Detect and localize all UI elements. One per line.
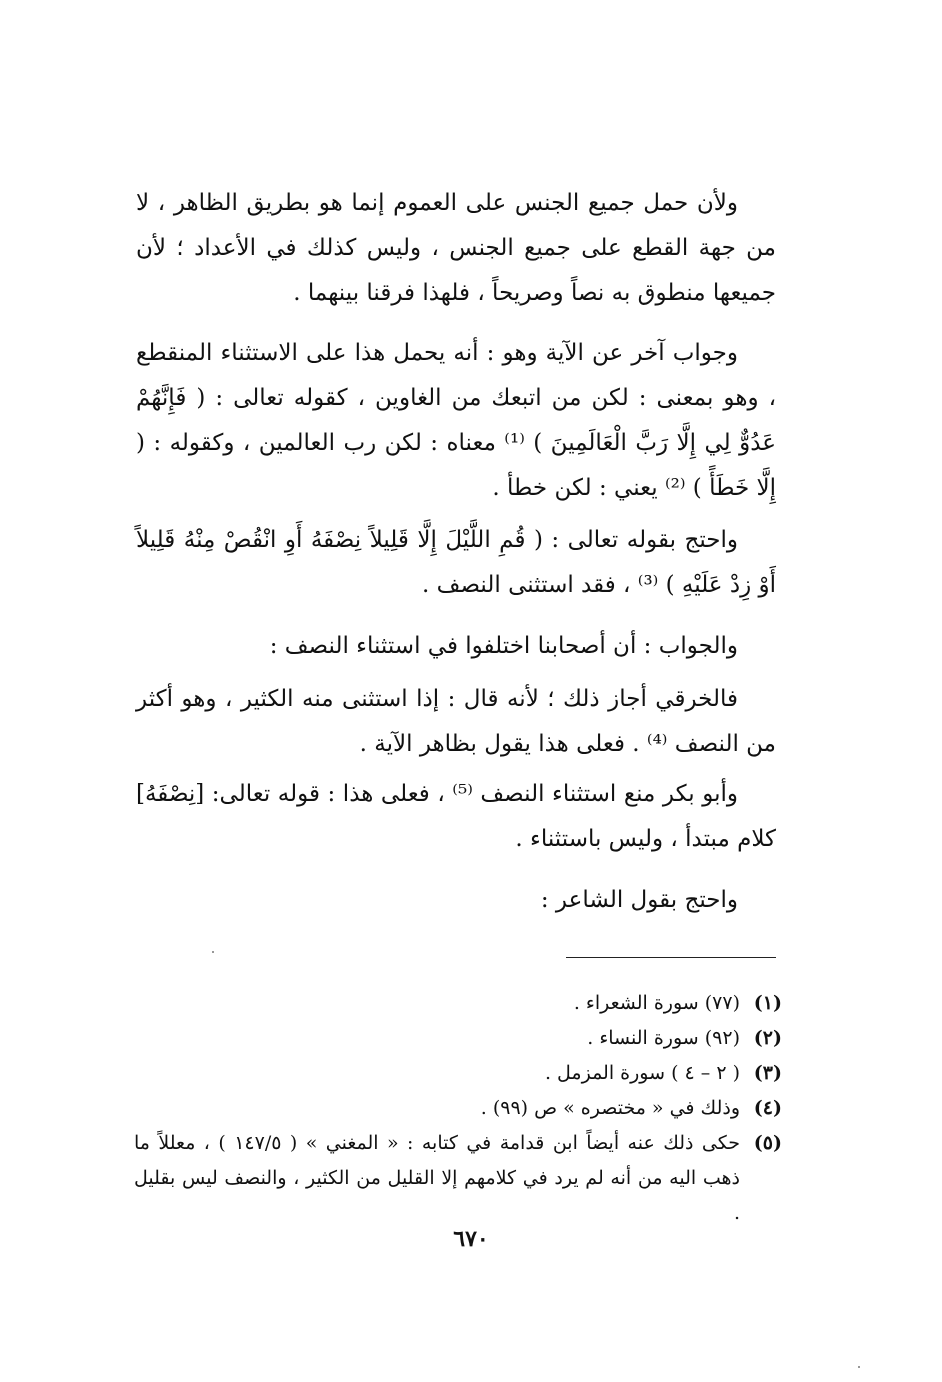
- paragraph-6-text: وأبو بكر منع استثناء النصف ⁽⁵⁾ ، فعلى هذا : قوله تعالى: [نِصْفَهُ] كلام مبتدأ ، وليس باستثناء .: [136, 781, 776, 852]
- paragraph-5-text: فالخرقي أجاز ذلك ؛ لأنه قال : إذا استثنى منه الكثير ، وهو أكثر من النصف ⁽⁴⁾ . فعلى هذا يقول بظاهر الآية .: [136, 686, 776, 757]
- footnote-item: [134, 1056, 782, 1091]
- footnote-item: [134, 1126, 782, 1231]
- paragraph-3-text: واحتج بقوله تعالى : ( قُمِ اللَّيْلَ إِلَّا قَلِيلاً نِصْفَهُ أَوِ انْقُصْ مِنْهُ قَلِيلاً أَوْ زِدْ عَلَيْهِ ) ⁽³⁾ ، فقد استثنى النصف .: [136, 527, 776, 598]
- paragraph-4: [136, 624, 776, 669]
- footnote-text: (٧٧) سورة الشعراء .: [573, 992, 740, 1014]
- paragraph-3: [136, 518, 776, 608]
- footnote-number: (٤): [753, 1097, 782, 1119]
- footnote-number: (٢): [753, 1027, 782, 1049]
- footnotes-list: [134, 986, 782, 1231]
- paragraph-6: [136, 772, 776, 862]
- footnote-item: [134, 1091, 782, 1126]
- footnote-text: (٩٢) سورة النساء .: [587, 1027, 740, 1049]
- footnote-text: حكى ذلك عنه أيضاً ابن قدامة في كتابه : « المغني » ( ١٤٧/٥ ) ، معللاً ما ذهب اليه من أنه لم يرد في كلامهم إلا القليل من الكثير ، والنصف ليس بقليل .: [134, 1132, 740, 1224]
- paragraph-1-text: ولأن حمل جميع الجنس على العموم إنما هو بطريق الظاهر ، لا من جهة القطع على جميع الجنس ، وليس كذلك في الأعداد ؛ لأن جميعها منطوق به نصاً وصريحاً ، فلهذا فرقنا بينهما .: [136, 190, 776, 306]
- footnote-item: [134, 1021, 782, 1056]
- paragraph-4-text: والجواب : أن أصحابنا اختلفوا في استثناء النصف :: [269, 633, 738, 659]
- paragraph-1: [136, 181, 776, 316]
- scan-speck: [858, 1366, 860, 1368]
- footnote-text: ( ٢ – ٤ ) سورة المزمل .: [544, 1062, 740, 1084]
- footnote-number: (٣): [753, 1062, 782, 1084]
- footnote-item: [134, 986, 782, 1021]
- paragraph-2-text: وجواب آخر عن الآية وهو : أنه يحمل هذا على الاستثناء المنقطع ، وهو بمعنى : لكن من اتبعك من الغاوين ، كقوله تعالى : ( فَإِنَّهُمْ عَدُوٌّ لِي إِلَّا رَبَّ الْعَالَمِينَ ) ⁽¹⁾ معناه : لكن رب العالمين ، وكقوله : ( إِلَّا خَطَأً ) ⁽²⁾ يعني : لكن خطأ .: [136, 340, 777, 501]
- paragraph-7-text: واحتج بقول الشاعر :: [540, 887, 738, 913]
- scan-speck: [212, 951, 214, 953]
- footnote-number: (٥): [753, 1132, 782, 1154]
- footnote-text: وذلك في « مختصره » ص (٩٩) .: [480, 1097, 740, 1119]
- paragraph-5: [136, 677, 776, 767]
- paragraph-7: [136, 878, 776, 923]
- footnote-separator: [566, 957, 776, 958]
- footnote-number: (١): [753, 992, 782, 1014]
- paragraph-2: [136, 331, 776, 511]
- page-number: ٦٧٠: [453, 1226, 489, 1252]
